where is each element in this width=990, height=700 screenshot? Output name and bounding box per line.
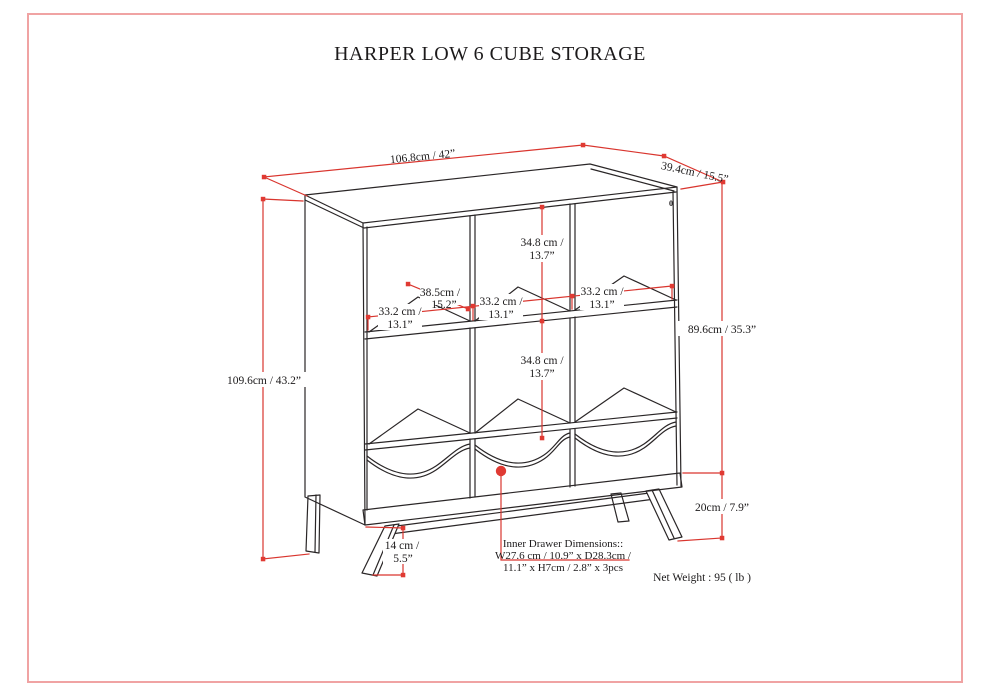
dim-overall-height: 109.6cm / 43.2” [226,375,302,387]
net-weight-label: Net Weight : 95 ( lb ) [653,572,751,584]
dim-cube-height-upper-2: 13.7” [529,250,555,262]
dim-top-depth: 39.4cm / 15.5” [659,160,730,187]
divider-2 [570,204,575,487]
top-panel [305,164,677,223]
dim-cube-width-1b: 13.1” [387,319,413,331]
dim-cube-depth-2: 15.2” [431,299,457,311]
dim-cube-width-2b: 13.1” [488,309,514,321]
dim-cube-width-1a: 33.2 cm / [378,306,422,318]
dim-cube-height-lower-1: 34.8 cm / [520,355,564,367]
dim-cube-height-upper-1: 34.8 cm / [520,237,564,249]
dim-leg-height-1: 14 cm / [384,540,420,552]
cabinet-drawing [305,164,682,576]
dim-cube-width-3a: 33.2 cm / [580,286,624,298]
dim-cube-height-lower-2: 13.7” [529,368,555,380]
dim-cube-width-2a: 33.2 cm / [479,296,523,308]
drawer-leader-dot [496,466,506,476]
drawer-2-handle [475,433,570,467]
divider-1 [470,215,475,498]
dimension-lines [263,145,723,575]
bottom-rail [363,473,682,525]
dim-leg-height-2: 5.5” [393,553,413,565]
right-edge [673,187,681,486]
dim-cube-width-3b: 13.1” [589,299,615,311]
drawer-note-line2: W27.6 cm / 10.9” x D28.3cm / [495,550,631,562]
label-backgrounds [218,235,768,564]
drawer-note-line3: 11.1” x H7cm / 2.8” x 3pcs [503,562,623,574]
page-border [28,14,962,682]
back-left-leg [306,495,320,553]
drawer-top-shelf [365,412,677,450]
dim-base-height: 20cm / 7.9” [695,502,749,514]
drawer-note-line1: Inner Drawer Dimensions:: [502,538,624,550]
dim-cube-depth-1: 38.5cm / [419,287,461,299]
left-side-panel [305,195,367,525]
dim-body-height: 89.6cm / 35.3” [687,324,757,336]
lower-cube-floors [369,388,676,444]
dim-top-width: 106.8cm / 42” [389,147,456,167]
cam-lock-mark: 0 [669,199,673,208]
front-right-leg [646,489,682,540]
page-title: HARPER LOW 6 CUBE STORAGE [334,43,646,65]
drawer-1-handle [367,444,470,478]
